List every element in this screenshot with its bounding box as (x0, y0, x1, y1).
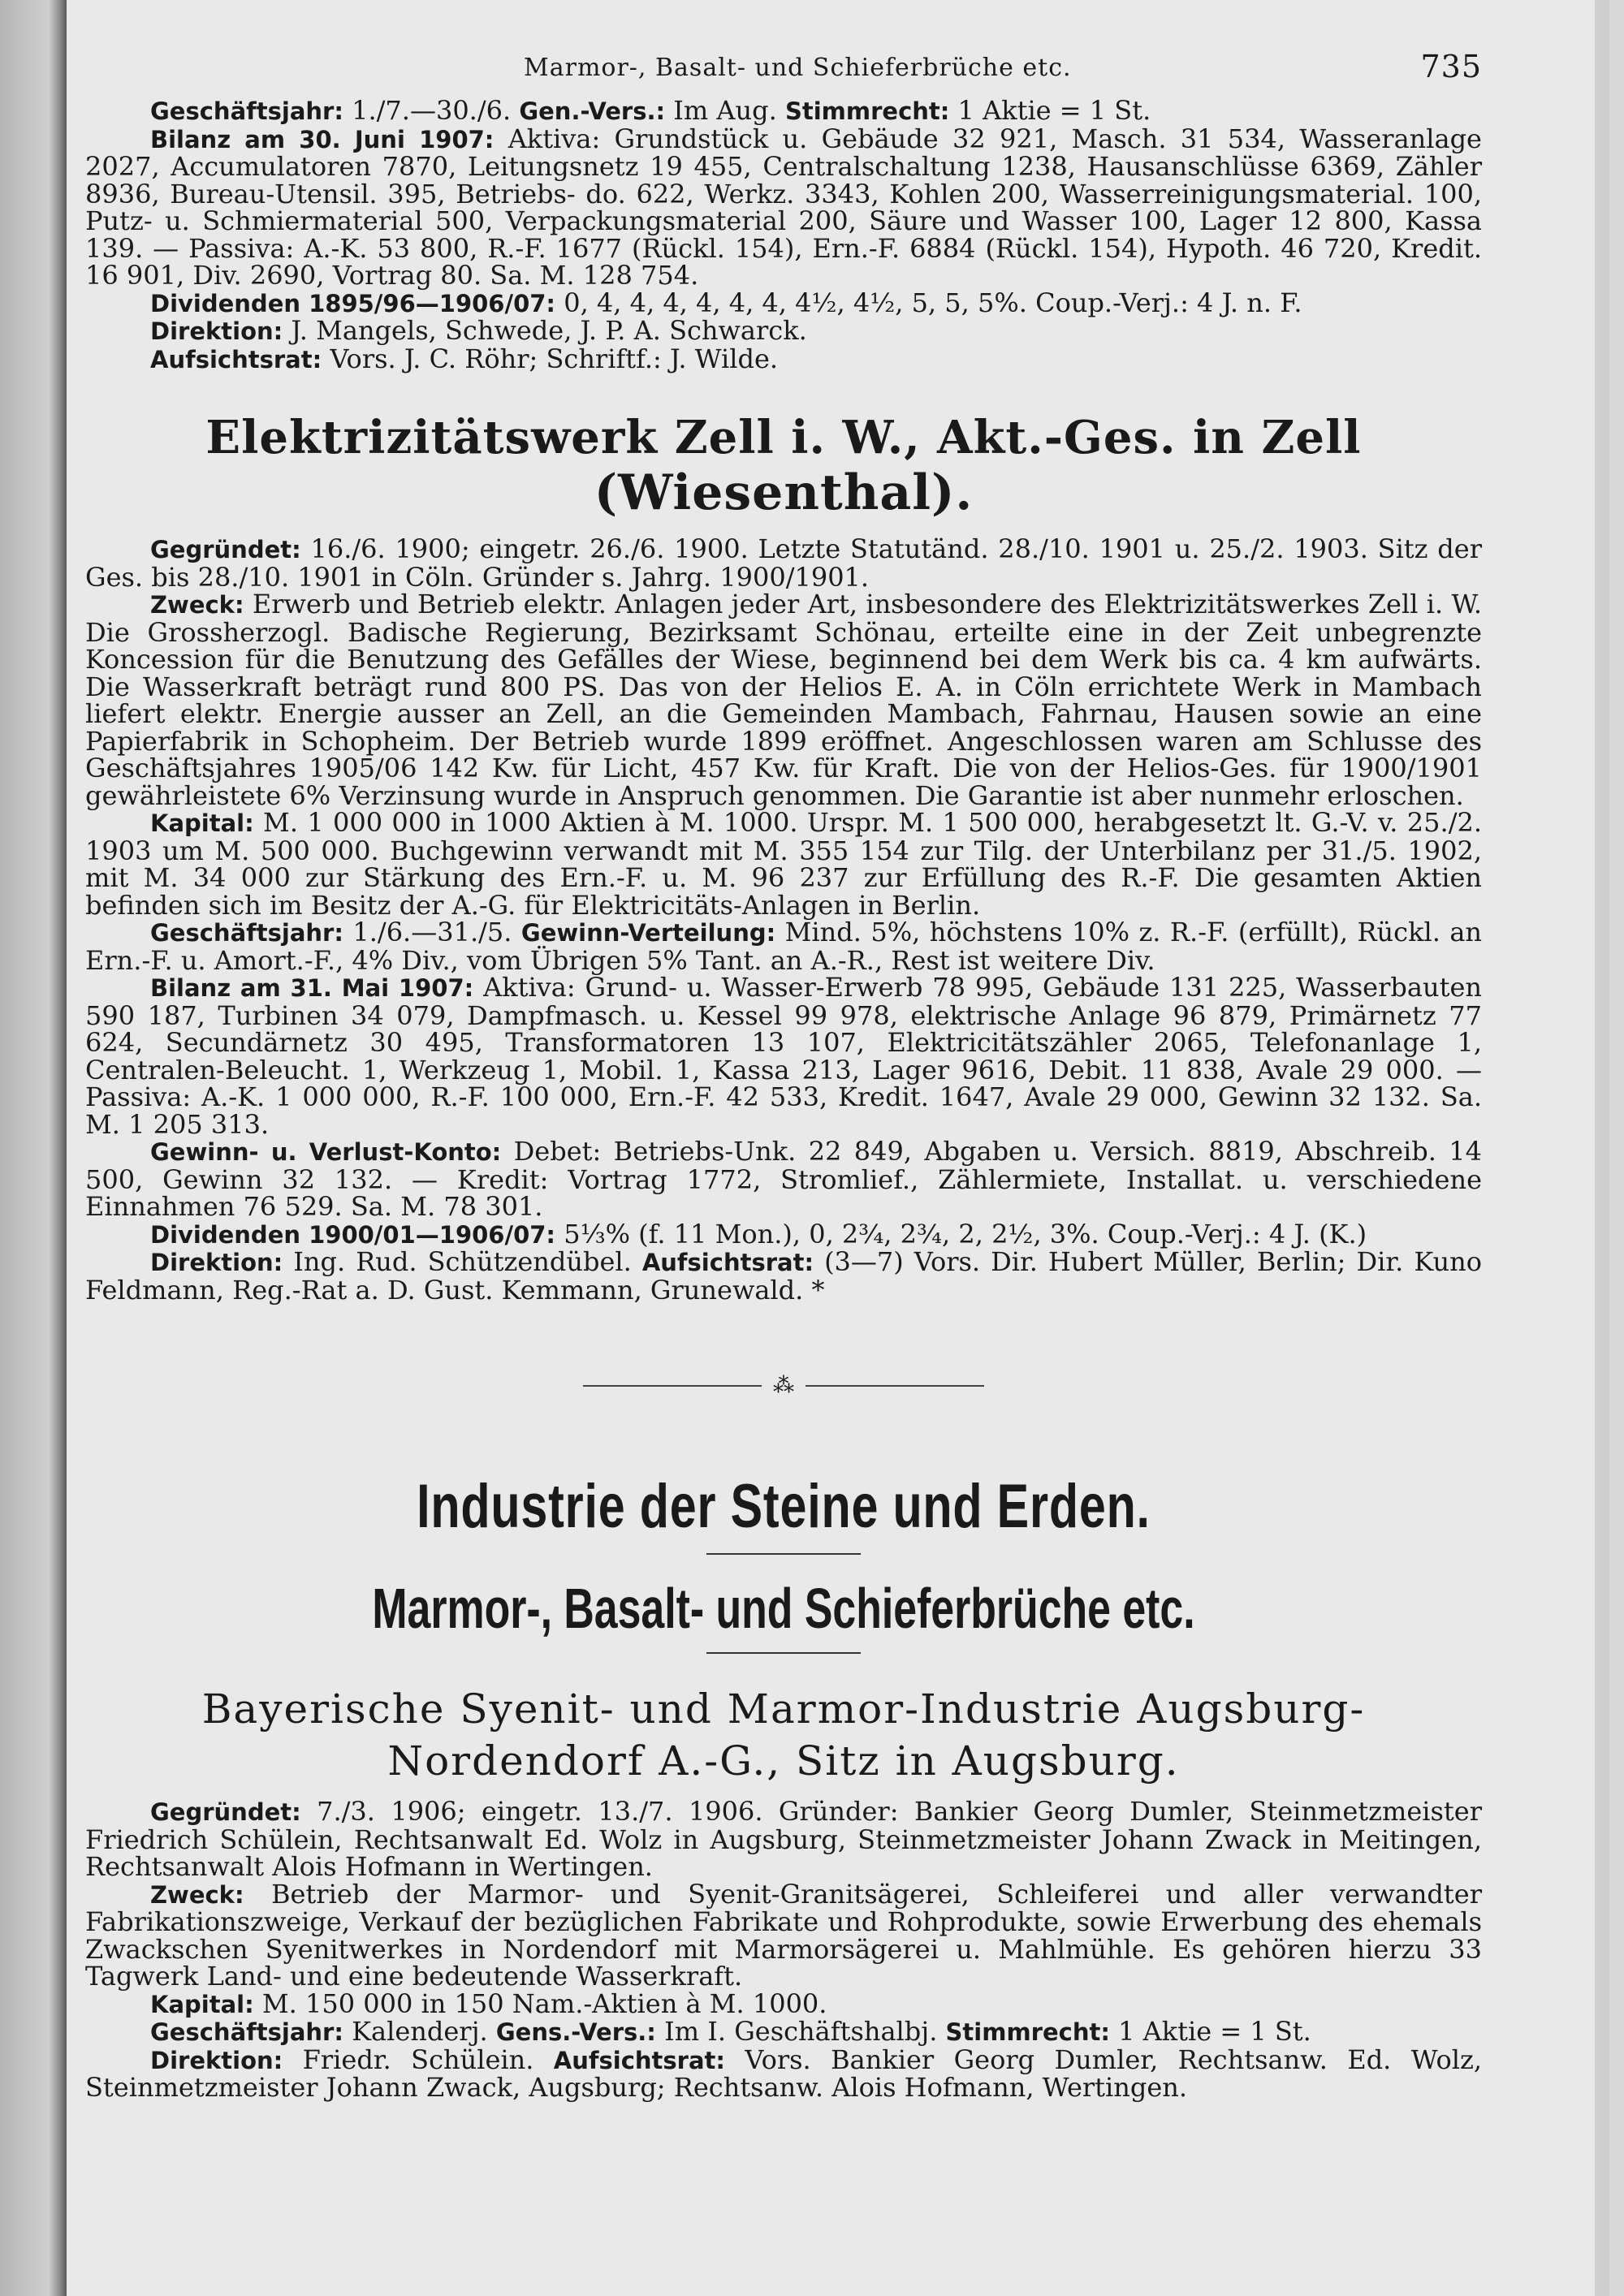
field-text: Mind. 5%, höchstens 10% z. R.-F. (erfüllt), Rückl. an Ern.-F. u. Amort.-F., 4% Div., vom Übrigen 5% Tant. an A.-R., Rest ist weitere Div. (85, 917, 1483, 976)
field-label: Zweck: (150, 591, 244, 619)
field-text: Erwerb und Betrieb elektr. Anlagen jeder Art, insbesondere des Elektrizitätswerkes Zell i. W. Die Grossherzogl. Badische Regierung, Bezirksamt Schönau, erteilte eine in der Zeit unbegrenzte Koncession für die Benutzung des Gefälles der Wiese, beginnend bei dem Werk bis ca. 4 km aufwärts. Die Wasserkraft beträgt rund 800 PS. Das von der Helios E. A. in Cöln errichtete Werk in Mambach liefert elektr. Energie ausser an Zell, an die Gemeinden Mambach, Fahrnau, Hausen sowie an eine Papierfabrik in Schopheim. Der Betrieb wurde 1899 eröffnet. Angeschlossen waren am Schlusse des Geschäftsjahres 1905/06 142 Kw. für Licht, 457 Kw. für Kraft. Die von der Helios-Ges. für 1900/1901 gewährleistete 6% Verzinsung wurde in Anspruch genommen. Die Garantie ist aber nunmehr erloschen. (85, 589, 1482, 811)
field-label: Kapital: (150, 809, 254, 837)
field-label: Geschäftsjahr: (150, 2018, 343, 2046)
field-text: Vors. Bankier Georg Dumler, Rechtsanw. Ed. Wolz, Steinmetzmeister Johann Zwack, Augsburg; Rechtsanw. Alois Hofmann, Wertingen. (85, 2044, 1483, 2103)
field-label: Bilanz am 31. Mai 1907: (150, 974, 474, 1002)
field-label: Gen.-Vers.: (519, 97, 666, 125)
entry-paragraph (85, 97, 1482, 126)
entry-paragraph (85, 287, 1482, 318)
entry-paragraph (85, 1878, 1482, 1992)
field-text: Aktiva: Grundstück u. Gebäude 32 921, Masch. 31 534, Wasseranlage 2027, Accumulatoren 7870, Leitungsnetz 19 455, Centralschaltung 1238, Hausanschlüsse 6369, Zähler 8936, Bureau-Utensil. 395, Betriebs- do. 622, Werkz. 3343, Kohlen 200, Wasserreinigungsmaterial. 100, Putz- u. Schmiermaterial 500, Verpackungsmaterial 200, Säure und Wasser 100, Lager 12 800, Kassa 139. — Passiva: A.-K. 53 800, R.-F. 1677 (Rückl. 154), Ern.-F. 6884 (Rückl. 154), Hypoth. 46 720, Kredit. 16 901, Div. 2690, Vortrag 80. Sa. M. 128 754. (85, 123, 1482, 291)
firm-title (85, 1683, 1482, 1787)
field-label: Gens.-Vers.: (495, 2018, 656, 2046)
entry-paragraph (85, 1798, 1482, 1881)
field-text: 5⅓% (f. 11 Mon.), 0, 2¾, 2¾, 2, 2½, 3%. Coup.-Verj.: 4 J. (K.) (555, 1218, 1367, 1249)
field-text: Ing. Rud. Schützendübel. (283, 1246, 642, 1277)
field-label: Geschäftsjahr: (150, 919, 343, 947)
field-label: Stimmrecht: (784, 97, 950, 125)
field-label: Aufsichtsrat: (641, 1249, 814, 1276)
field-label: Aufsichtsrat: (553, 2046, 725, 2074)
firm-title-line-1: Bayerische Syenit- und Marmor-Industrie Augsburg- (201, 1685, 1366, 1733)
section-rule (706, 1553, 861, 1555)
previous-entry (85, 97, 1482, 373)
entry-paragraph (85, 919, 1482, 974)
entry-paragraph (85, 809, 1482, 919)
entry-paragraph (85, 123, 1482, 291)
field-label: Direktion: (150, 317, 283, 345)
running-title: Marmor-, Basalt- und Schieferbrüche etc. (524, 54, 1072, 82)
field-text: Kalenderj. (343, 2016, 496, 2047)
ornament-line-left (583, 1385, 762, 1387)
field-text: Betrieb der Marmor- und Syenit-Granitsägerei, Schleiferei und aller verwandter Fabrikationszweige, Verkauf der bezüglichen Fabrikate und Rohprodukte, sowie Erwerbung des ehemals Zwackschen Syenitwerkes in Nordendorf mit Marmorsägerei u. Mahlmühle. Es gehören hierzu 33 Tagwerk Land- und eine bedeutende Wasserkraft. (85, 1878, 1482, 1992)
entry-paragraph (85, 591, 1482, 809)
entry-paragraph (85, 1218, 1482, 1249)
field-label: Stimmrecht: (945, 2018, 1110, 2046)
company-title (85, 411, 1482, 521)
field-label: Gewinn- u. Verlust-Konto: (150, 1138, 502, 1166)
field-text: 1./6.—31./5. (343, 917, 521, 947)
field-label: Kapital: (150, 1990, 254, 2018)
field-text: Friedr. Schülein. (283, 2044, 554, 2075)
subtitle-rule (706, 1652, 861, 1654)
page-content (85, 49, 1482, 2102)
field-text: 1 Aktie = 1 St. (949, 95, 1151, 126)
firm-title-line-2: Nordendorf A.-G., Sitz in Augsburg. (387, 1737, 1180, 1785)
field-text: Debet: Betriebs-Unk. 22 849, Abgaben u. Versich. 8819, Abschreib. 14 500, Gewinn 32 132. — Kredit: Vortrag 1772, Stromlief., Zählermiete, Installat. u. verschiedene Einnahmen 76 529. Sa. M. 78 301. (85, 1136, 1483, 1222)
section-subtitle: Marmor-, Basalt- und Schieferbrüche etc. (372, 1577, 1195, 1640)
firm-entry (85, 1798, 1482, 2102)
entry-paragraph (85, 533, 1482, 593)
entry-paragraph (85, 317, 1482, 346)
field-label: Geschäftsjahr: (150, 97, 343, 125)
field-label: Dividenden 1900/01—1906/07: (150, 1220, 556, 1249)
field-text: 16./6. 1900; eingetr. 26./6. 1900. Letzte Statutänd. 28./10. 1901 u. 25./2. 1903. Sitz der Ges. bis 28./10. 1901 in Cöln. Gründer s. Jahrg. 1900/1901. (85, 533, 1482, 593)
field-label: Gegründet: (150, 536, 301, 563)
field-text: 1 Aktie = 1 St. (1109, 2016, 1311, 2047)
scan-right-edge (1595, 0, 1609, 2296)
field-label: Bilanz am 30. Juni 1907: (150, 125, 495, 153)
ornament-line-right (806, 1385, 984, 1387)
field-text: (3—7) Vors. Dir. Hubert Müller, Berlin; Dir. Kuno Feldmann, Reg.-Rat a. D. Gust. Kemmann, Grunewald. * (85, 1246, 1483, 1306)
page-number: 735 (1420, 49, 1482, 84)
company-title-main: Elektrizitätswerk Zell i. W., Akt.-Ges. in Zell (205, 411, 1362, 464)
field-text: Im I. Geschäftshalbj. (655, 2016, 946, 2047)
field-text: 1./7.—30./6. (343, 95, 520, 126)
field-text: J. Mangels, Schwede, J. P. A. Schwarck. (283, 315, 807, 346)
entry-paragraph (85, 1987, 1482, 2019)
field-label: Direktion: (150, 1249, 283, 1276)
company-entry (85, 533, 1483, 1306)
field-text: M. 1 000 000 in 1000 Aktien à M. 1000. Urspr. M. 1 500 000, herabgesetzt lt. G.-V. v. 25./2. 1903 um M. 500 000. Buchgewinn verwandt mit M. 355 154 zur Tilg. der Unterbilanz per 31./5. 1902, mit M. 34 000 zur Stärkung des Ern.-F. u. M. 96 237 zur Erfüllung des R.-F. Die gesamten Aktien befinden sich im Besitz der A.-G. für Elektricitäts-Anlagen in Berlin. (85, 807, 1482, 921)
entry-paragraph (85, 1138, 1482, 1221)
entry-paragraph (85, 343, 1482, 374)
entry-paragraph (85, 1246, 1483, 1306)
field-label: Aufsichtsrat: (150, 345, 322, 373)
entry-paragraph (85, 974, 1482, 1138)
section-title: Industrie der Steine und Erden. (417, 1472, 1151, 1541)
scan-binding-edge (0, 0, 67, 2296)
entry-paragraph (85, 2018, 1482, 2047)
section-ornament (85, 1374, 1482, 1398)
field-text: Vors. J. C. Röhr; Schriftf.: J. Wilde. (322, 343, 779, 374)
field-text: 7./3. 1906; eingetr. 13./7. 1906. Gründer: Bankier Georg Dumler, Steinmetzmeister Friedrich Schülein, Rechtsanwalt Ed. Wolz in Augsburg, Steinmetzmeister Johann Zwack in Meitingen, Rechtsanwalt Alois Hofmann in Wertingen. (85, 1796, 1482, 1882)
field-text: M. 150 000 in 150 Nam.-Aktien à M. 1000. (253, 1987, 827, 2019)
field-text: 0, 4, 4, 4, 4, 4, 4, 4½, 4½, 5, 5, 5%. Coup.-Verj.: 4 J. n. F. (555, 287, 1302, 318)
entry-paragraph (85, 2044, 1483, 2103)
field-text: Im Aug. (665, 95, 785, 126)
ornament-mark: ⁂ (773, 1374, 794, 1398)
running-header (85, 49, 1482, 97)
field-label: Gewinn-Verteilung: (520, 919, 776, 947)
field-label: Gegründet: (150, 1798, 301, 1826)
company-title-location: (Wiesenthal). (594, 464, 974, 521)
field-label: Zweck: (150, 1880, 244, 1909)
field-label: Direktion: (150, 2046, 283, 2074)
field-label: Dividenden 1895/96—1906/07: (150, 289, 556, 317)
field-text: Aktiva: Grund- u. Wasser-Erwerb 78 995, Gebäude 131 225, Wasserbauten 590 187, Turbinen 34 079, Dampfmasch. u. Kessel 99 978, elektrische Anlage 96 879, Primärnetz 77 624, Secundärnetz 30 495, Transformatoren 13 107, Elektricitätszähler 2065, Telefonanlage 1, Centralen-Beleucht. 1, Werkzeug 1, Mobil. 1, Kassa 213, Lager 9616, Debit. 11 838, Avale 29 000. — Passiva: A.-K. 1 000 000, R.-F. 100 000, Ern.-F. 42 533, Kredit. 1647, Avale 29 000, Gewinn 32 132. Sa. M. 1 205 313. (85, 972, 1482, 1140)
